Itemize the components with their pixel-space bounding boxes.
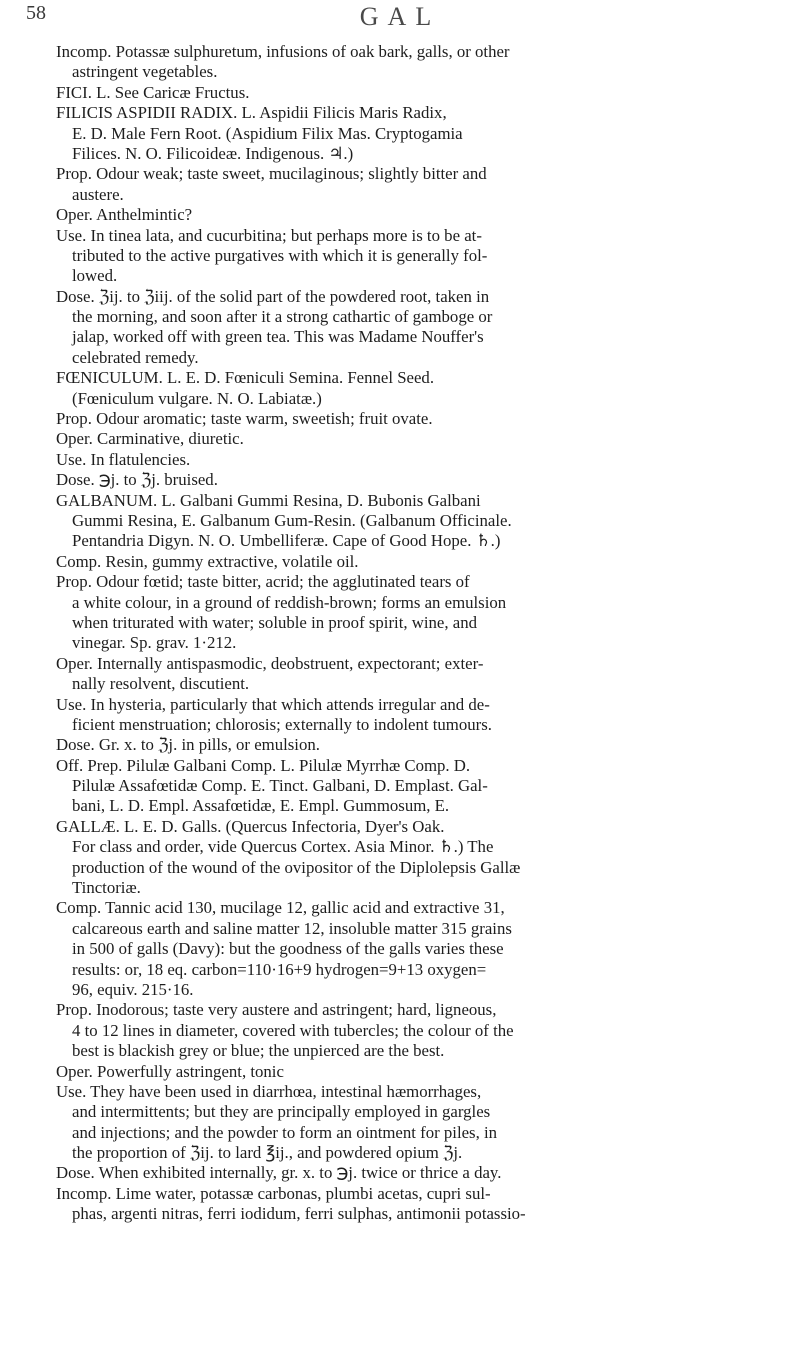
text-line: when triturated with water; soluble in proof spirit, wine, and [72,612,477,632]
text-line: Prop. Odour fœtid; taste bitter, acrid; the agglutinated tears of [56,572,470,592]
text-line: calcareous earth and saline matter 12, insoluble matter 315 grains [72,918,512,938]
text-line: Dose. When exhibited internally, gr. x. to ℈j. twice or thrice a day. [56,1163,502,1183]
page-number: 58 [26,2,46,24]
text-line: lowed. [72,266,118,286]
text-line: celebrated remedy. [72,347,199,367]
text-line: E. D. Male Fern Root. (Aspidium Filix Mas. Cryptogamia [72,123,463,143]
text-line: Incomp. Potassæ sulphuretum, infusions of oak bark, galls, or other [56,42,510,61]
text-line: Dose. Gr. x. to ℨj. in pills, or emulsion. [56,735,320,755]
text-line: Pentandria Digyn. N. O. Umbelliferæ. Cape of Good Hope. ♄.) [72,531,501,551]
text-line: and injections; and the powder to form an ointment for piles, in [72,1122,498,1142]
text-line: the proportion of ℨij. to lard ℥ij., and powdered opium ℨj. [72,1143,463,1163]
text-line: 4 to 12 lines in diameter, covered with tubercles; the colour of the [72,1020,514,1040]
text-line: FICI. L. See Caricæ Fructus. [56,82,250,102]
text-line: ficient menstruation; chlorosis; externally to indolent tumours. [72,714,492,734]
text-line: results: or, 18 eq. carbon=110·16+9 hydrogen=9+13 oxygen= [72,959,487,979]
text-line: Oper. Powerfully astringent, tonic [56,1061,284,1081]
text-line: best is blackish grey or blue; the unpierced are the best. [72,1041,445,1061]
text-line: Use. In tinea lata, and cucurbitina; but perhaps more is to be at- [56,225,482,245]
text-line: nally resolvent, discutient. [72,674,250,694]
text-line: and intermittents; but they are principally employed in gargles [72,1102,491,1122]
text-line: Comp. Tannic acid 130, mucilage 12, gallic acid and extractive 31, [56,898,505,918]
text-line: astringent vegetables. [72,62,218,82]
text-line: Oper. Internally antispasmodic, deobstruent, expectorant; exter- [56,653,484,673]
text-line: FILICIS ASPIDII RADIX. L. Aspidii Filicis Maris Radix, [56,103,447,123]
text-line: Gummi Resina, E. Galbanum Gum-Resin. (Galbanum Officinale. [72,510,512,530]
text-line: Incomp. Lime water, potassæ carbonas, plumbi acetas, cupri sul- [56,1183,491,1203]
text-line: tributed to the active purgatives with which it is generally fol- [72,245,488,265]
text-line: For class and order, vide Quercus Cortex. Asia Minor. ♄.) The [72,837,494,857]
text-line: Oper. Anthelmintic? [56,205,193,225]
text-line: Prop. Inodorous; taste very austere and astringent; hard, ligneous, [56,1000,497,1020]
text-line: Prop. Odour weak; taste sweet, mucilaginous; slightly bitter and [56,164,487,184]
text-line: phas, argenti nitras, ferri iodidum, ferri sulphas, antimonii potassio- [72,1204,526,1224]
body-text [56,42,778,1225]
text-line: jalap, worked off with green tea. This was Madame Nouffer's [72,327,484,347]
text-line: in 500 of galls (Davy): but the goodness of the galls varies these [72,939,504,959]
text-line: production of the wound of the ovipositor of the Diplolepsis Gallæ [72,857,521,877]
text-line: FŒNICULUM. L. E. D. Fœniculi Semina. Fennel Seed. [56,368,435,388]
text-line: Use. In hysteria, particularly that which attends irregular and de- [56,694,490,714]
text-line: the morning, and soon after it a strong cathartic of gamboge or [72,307,493,327]
text-line: Oper. Carminative, diuretic. [56,429,244,449]
text-line: Comp. Resin, gummy extractive, volatile oil. [56,551,359,571]
text-line: vinegar. Sp. grav. 1·212. [72,633,237,653]
text-line: (Fœniculum vulgare. N. O. Labiatæ.) [72,388,322,408]
text-line: Dose. ℨij. to ℨiij. of the solid part of the powdered root, taken in [56,286,490,306]
text-line: Pilulæ Assafœtidæ Comp. E. Tinct. Galbani, D. Emplast. Gal- [72,776,488,796]
text-line: Tinctoriæ. [72,878,141,898]
text-line: austere. [72,184,124,204]
text-line: Prop. Odour aromatic; taste warm, sweetish; fruit ovate. [56,409,433,429]
text-line: a white colour, in a ground of reddish-brown; forms an emulsion [72,592,507,612]
text-line: GALBANUM. L. Galbani Gummi Resina, D. Bubonis Galbani [56,490,481,510]
text-line: GALLÆ. L. E. D. Galls. (Quercus Infectoria, Dyer's Oak. [56,816,445,836]
text-line: bani, L. D. Empl. Assafœtidæ, E. Empl. Gummosum, E. [72,796,450,816]
text-line: 96, equiv. 215·16. [72,979,194,999]
text-line: Dose. ℈j. to ℨj. bruised. [56,470,218,490]
text-line: Use. They have been used in diarrhœa, intestinal hæmorrhages, [56,1081,482,1101]
text-line: Filices. N. O. Filicoideæ. Indigenous. ♃.) [72,143,354,163]
text-line: Off. Prep. Pilulæ Galbani Comp. L. Pilulæ Myrrhæ Comp. D. [56,755,471,775]
text-line: Use. In flatulencies. [56,449,191,469]
running-head: GAL [359,2,441,31]
